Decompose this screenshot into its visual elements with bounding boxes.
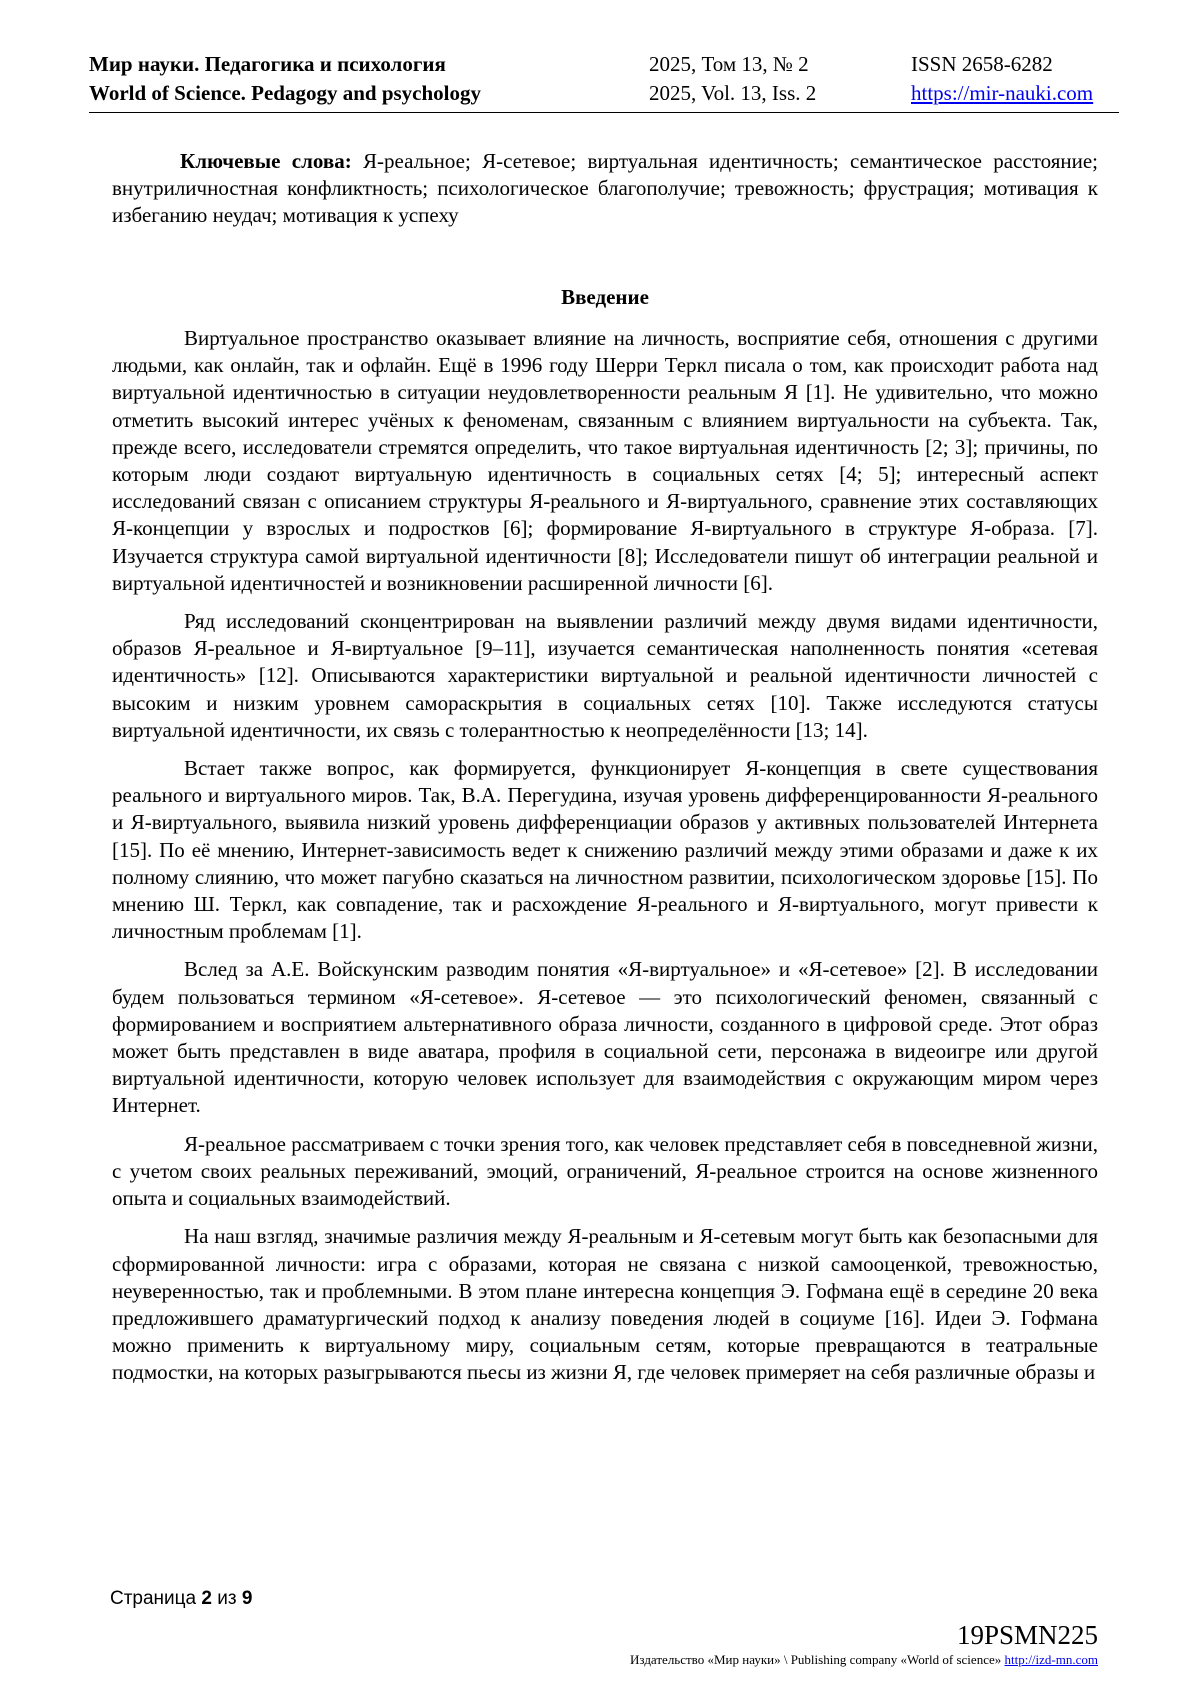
volume-info [649,50,816,108]
paragraph: Вслед за А.Е. Войскунским разводим понятия «Я-виртуальное» и «Я-сетевое» [2]. В исследовании будем пользоваться термином «Я-сетевое». Я-сетевое — это психологический феномен, связанный с формированием и восприятием альтернативного образа личности, созданного в цифровой среде. Этот образ может быть представлен в виде аватара, профиля в социальной сети, персонажа в видеоигре или другой виртуальной идентичности, которую человек использует для взаимодействия с окружающим миром через Интернет. [112,957,1098,1118]
page-total: 9 [241,1588,253,1609]
journal-title [89,50,481,108]
keywords-block [112,148,1098,230]
article-code: 19PSMN225 [956,1620,1098,1650]
publisher-name: Издательство «Мир науки» \ Publishing company «World of science» [630,1652,1002,1667]
publisher-line [630,1652,1098,1668]
paragraph: На наш взгляд, значимые различия между Я-реальным и Я-сетевым могут быть как безопасными для сформированной личности: игра с образами, которая не связана с низкой самооценкой, тревожностью, неуверенностью, так и проблемными. В этом плане интересна концепция Э. Гофмана ещё в середине 20 века предложившего драматургический подход к анализу поведения людей в социуме [16]. Идеи Э. Гофмана можно применить к виртуальному миру, социальным сетям, которые превращаются в театральные подмостки, на которых разыгрываются пьесы из жизни Я, где человек примеряет на себя различные образы и [112,1224,1098,1385]
journal-url-link[interactable]: https://mir-nauki.com [911,81,1094,105]
page-current: 2 [201,1588,212,1609]
volume-ru: 2025, Том 13, № 2 [649,52,809,76]
issn: ISSN 2658-6282 [911,52,1053,76]
article-body [112,325,1098,1398]
volume-en: 2025, Vol. 13, Iss. 2 [649,81,817,105]
keywords-label: Ключевые слова: [180,149,352,173]
issn-block [911,50,1093,108]
page-counter [110,1588,252,1610]
keywords-text: Я-реальное; Я-сетевое; виртуальная идентичность; семантическое расстояние; внутриличностная конфликтность; психологическое благополучие; тревожность; фрустрация; мотивация к избеганию неудач; мотивация к успеху [112,149,1099,228]
page-word: Страница [110,1588,197,1609]
section-title: Введение [561,285,649,309]
page-of: из [217,1588,237,1609]
publisher-url-link[interactable]: http://izd-mn.com [1004,1652,1098,1667]
journal-title-en: World of Science. Pedagogy and psychology [89,81,482,105]
paragraph: Ряд исследований сконцентрирован на выявлении различий между двумя видами идентичности, образов Я-реальное и Я-виртуальное [9–11], изучается семантическая наполненность понятия «сетевая идентичность» [12]. Описываются характеристики виртуальной и реальной идентичности личностей с высоким и низким уровнем самораскрытия в социальных сетях [10]. Также исследуются статусы виртуальной идентичности, их связь с толерантностью к неопределённости [13; 14]. [112,609,1098,742]
paragraph: Встает также вопрос, как формируется, функционирует Я-концепция в свете существования реального и виртуального миров. Так, В.А. Перегудина, изучая уровень дифференцированности Я-реального и Я-виртуального, выявила низкий уровень дифференциации образов у активных пользователей Интернета [15]. По её мнению, Интернет-зависимость ведет к снижению различий между этими образами и даже к их полному слиянию, что может пагубно сказаться на личностном развитии, психологическом здоровье [15]. По мнению Ш. Теркл, как совпадение, так и расхождение Я-реального и Я-виртуального, могут привести к личностным проблемам [1]. [112,756,1098,944]
page-header [89,50,1119,113]
paragraph: Я-реальное рассматриваем с точки зрения того, как человек представляет себя в повседневной жизни, с учетом своих реальных переживаний, эмоций, ограничений, Я-реальное строится на основе жизненного опыта и социальных взаимодействий. [112,1131,1098,1211]
paragraph: Виртуальное пространство оказывает влияние на личность, восприятие себя, отношения с другими людьми, как онлайн, так и офлайн. Ещё в 1996 году Шерри Теркл писала о том, как происходит работа над виртуальной идентичностью в ситуации неудовлетворенности реальным Я [1]. Не удивительно, что можно отметить высокий интерес учёных к феноменам, связанным с влиянием виртуальности на субъекта. Так, прежде всего, исследователи стремятся определить, что такое виртуальная идентичность [2; 3]; причины, по которым люди создают виртуальную идентичность в социальных сетях [4; 5]; интересный аспект исследований связан с описанием структуры Я-реального и Я-виртуального, сравнение этих составляющих Я-концепции у взрослых и подростков [6]; формирование Я-виртуального в структуре Я-образа. [7]. Изучается структура самой виртуальной идентичности [8]; Исследователи пишут об интеграции реальной и виртуальной идентичностей и возникновении расширенной личности [6]. [112,326,1098,595]
journal-title-ru: Мир науки. Педагогика и психология [89,52,446,76]
